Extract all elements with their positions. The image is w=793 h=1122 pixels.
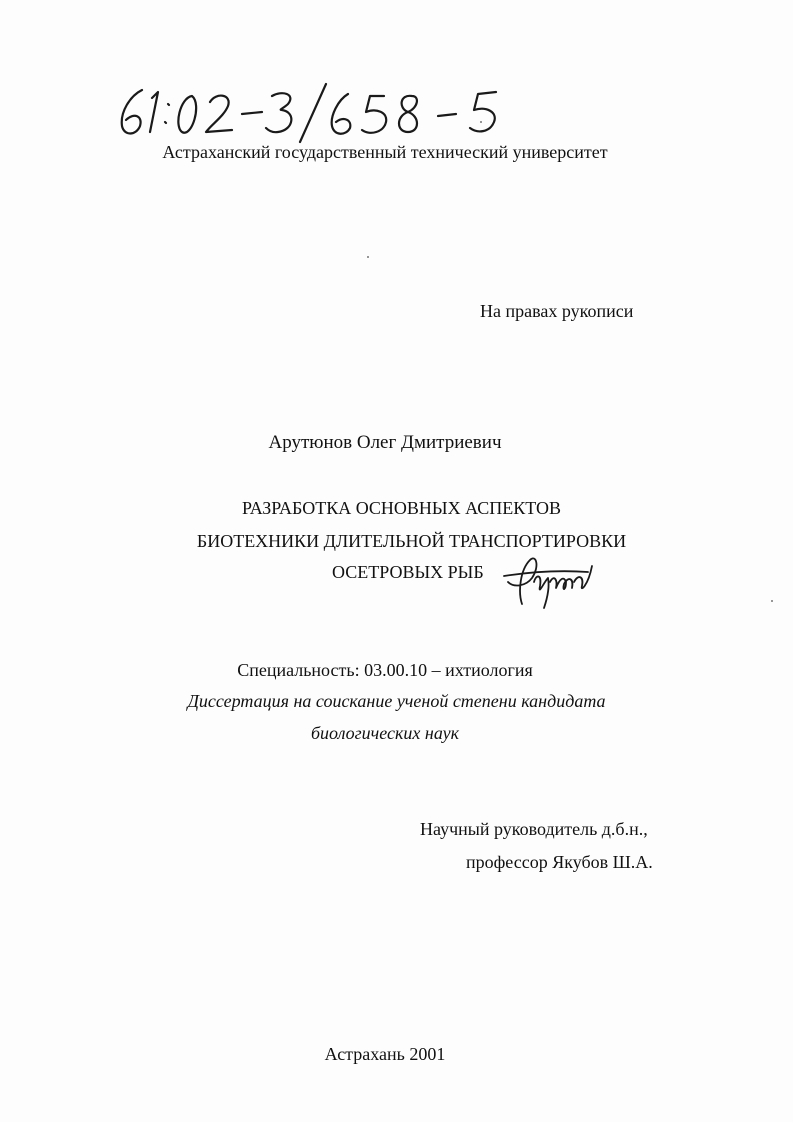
handwritten-archive-code: [112, 82, 512, 144]
dissertation-line-2: биологических наук: [310, 723, 460, 743]
rights-note: На правах рукописи: [480, 301, 634, 321]
scan-speck: [367, 256, 369, 258]
supervisor-line-1: Научный руководитель д.б.н.,: [420, 819, 648, 839]
author-signature: [500, 552, 600, 610]
author-name: Арутюнов Олег Дмитриевич: [268, 432, 502, 453]
dissertation-line-1: Диссертация на соискание ученой степени кандидата: [187, 691, 606, 711]
city-year: Астрахань 2001: [324, 1044, 446, 1064]
supervisor-line-2: профессор Якубов Ш.А.: [466, 852, 653, 872]
scan-speck: [771, 600, 773, 602]
thesis-title-line-2: БИОТЕХНИКИ ДЛИТЕЛЬНОЙ ТРАНСПОРТИРОВКИ: [196, 531, 627, 551]
scan-speck: [480, 121, 482, 123]
thesis-title-line-3: ОСЕТРОВЫХ РЫБ: [332, 562, 484, 582]
university-name: Астраханский государственный технический университет: [162, 142, 608, 162]
signature-scribble: [500, 552, 600, 610]
thesis-title-line-1: РАЗРАБОТКА ОСНОВНЫХ АСПЕКТОВ: [242, 498, 561, 518]
specialty: Специальность: 03.00.10 – ихтиология: [237, 660, 533, 680]
